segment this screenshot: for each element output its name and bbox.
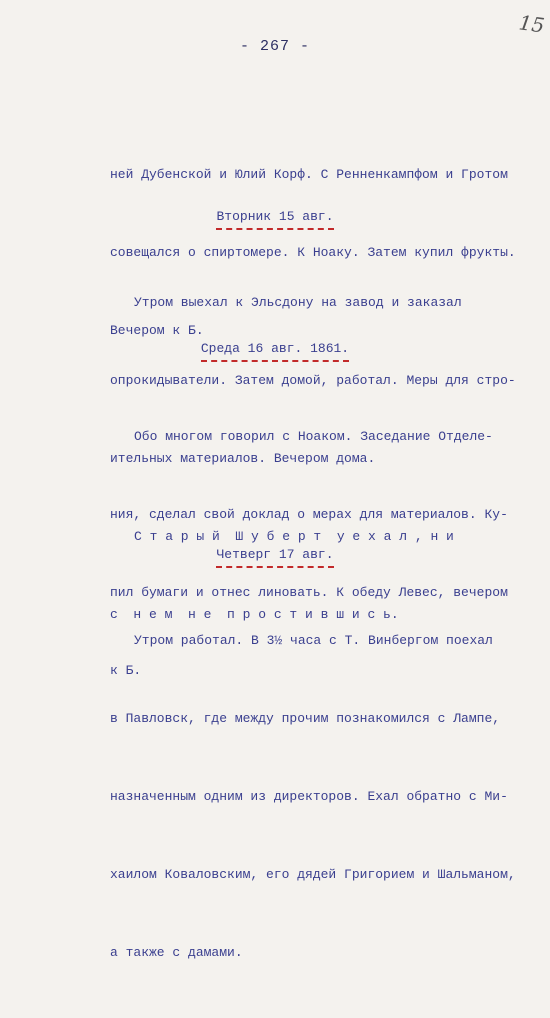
text-line: Утром выехал к Эльсдону на завод и заказал xyxy=(134,295,462,310)
heading-text: Среда 16 авг. 1861. xyxy=(201,340,349,362)
heading-tuesday xyxy=(0,208,550,230)
heading-text: Вторник 15 авг. xyxy=(216,208,333,230)
heading-thursday xyxy=(0,546,550,568)
text-line: а также с дамами. xyxy=(110,945,243,960)
heading-text: Четверг 17 авг. xyxy=(216,546,333,568)
text-line: хаилом Коваловским, его дядей Григорием и Шальманом, xyxy=(110,867,516,882)
text-line: совещался о спиртомере. К Ноаку. Затем купил фрукты. xyxy=(110,245,516,260)
text-line: ней Дубенской и Юлий Корф. С Ренненкампфом и Гротом xyxy=(110,167,508,182)
text-line: пил бумаги и отнес линовать. К обеду Левес, вечером xyxy=(110,585,508,600)
text-line: назначенным одним из директоров. Ехал обратно с Ми- xyxy=(110,789,508,804)
text-line: с н е м н е п р о с т и в ш и с ь. xyxy=(110,607,399,622)
handwritten-note: 15 xyxy=(517,10,546,38)
text-line: Вечером к Б. xyxy=(110,323,204,338)
text-line: ния, сделал свой доклад о мерах для материалов. Ку- xyxy=(110,507,508,522)
paragraph-5 xyxy=(110,576,516,1018)
text-line: к Б. xyxy=(110,663,142,678)
text-line: Обо многом говорил с Ноаком. Заседание Отделе- xyxy=(134,429,493,444)
heading-wednesday xyxy=(0,340,550,362)
text-line: опрокидыватели. Затем домой, работал. Меры для стро- xyxy=(110,373,516,388)
text-line: С т а р ы й Ш у б е р т у е х а л , н и xyxy=(134,529,454,544)
text-line: ительных материалов. Вечером дома. xyxy=(110,451,376,466)
text-line: Утром работал. В 3½ часа с Т. Винбергом поехал xyxy=(134,633,493,648)
page-number: - 267 - xyxy=(239,38,310,55)
text-line: в Павловск, где между прочим познакомился с Лампе, xyxy=(110,711,501,726)
